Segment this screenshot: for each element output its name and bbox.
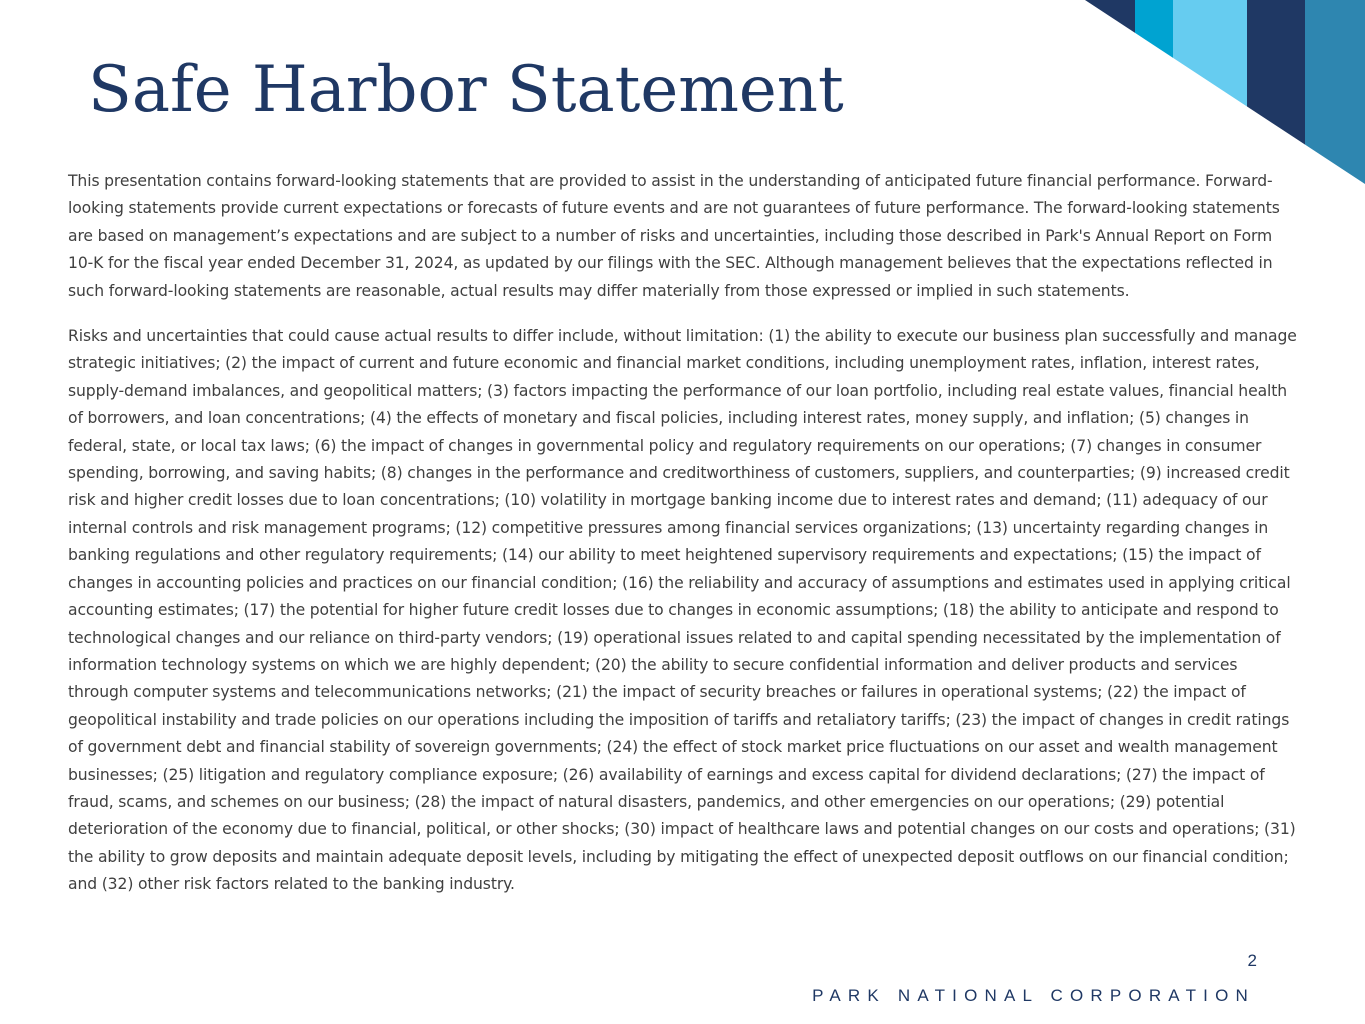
intro-paragraph: This presentation contains forward-looking statements that are provided to assist in the understanding of anticipated future financial performance. Forward-looking statements provide current expectations or forecasts of future events and are not guarantees of future performance. The forward-looking statements are based on management’s expectations and are subject to a number of risks and uncertainties, including those described in Park's Annual Report on Form 10-K for the fiscal year ended December 31, 2024, as updated by our filings with the SEC. Although management believes that the expectations reflected in such forward-looking statements are reasonable, actual results may differ materially from those expressed or implied in such statements. <box>68 172 1280 300</box>
slide-title: Safe Harbor Statement <box>88 53 844 127</box>
slide-body <box>68 168 1300 917</box>
risks-paragraph: Risks and uncertainties that could cause actual results to differ include, without limitation: (1) the ability to execute our business plan successfully and manage strategic initiatives; (2) the impact of current and future economic and financial market conditions, including unemployment rates, inflation, interest rates, supply-demand imbalances, and geopolitical matters; (3) factors impacting the performance of our loan portfolio, including real estate values, financial health of borrowers, and loan concentrations; (4) the effects of monetary and fiscal policies, including interest rates, money supply, and inflation; (5) changes in federal, state, or local tax laws; (6) the impact of changes in governmental policy and regulatory requirements on our operations; (7) changes in consumer spending, borrowing, and saving habits; (8) changes in the performance and creditworthiness of customers, suppliers, and counterparties; (9) increased credit risk and higher credit losses due to loan concentrations; (10) volatility in mortgage banking income due to interest rates and demand; (11) adequacy of our internal controls and risk management programs; (12) competitive pressures among financial services organizations; (13) uncertainty regarding changes in banking regulations and other regulatory requirements; (14) our ability to meet heightened supervisory requirements and expectations; (15) the impact of changes in accounting policies and practices on our financial condition; (16) the reliability and accuracy of assumptions and estimates used in applying critical accounting estimates; (17) the potential for higher future credit losses due to changes in economic assumptions; (18) the ability to anticipate and respond to technological changes and our reliance on third-party vendors; (19) operational issues related to and capital spending necessitated by the implementation of information technology systems on which we are highly dependent; (20) the ability to secure confidential information and deliver products and services through computer systems and telecommunications networks; (21) the impact of security breaches or failures in operational systems; (22) the impact of geopolitical instability and trade policies on our operations including the imposition of tariffs and retaliatory tariffs; (23) the impact of changes in credit ratings of government debt and financial stability of sovereign governments; (24) the effect of stock market price fluctuations on our asset and wealth management businesses; (25) litigation and regulatory compliance exposure; (26) availability of earnings and excess capital for dividend declarations; (27) the impact of fraud, scams, and schemes on our business; (28) the impact of natural disasters, pandemics, and other emergencies on our operations; (29) potential deterioration of the economy due to financial, political, or other shocks; (30) impact of healthcare laws and potential changes on our costs and operations; (31) the ability to grow deposits and maintain adequate deposit levels, including by mitigating the effect of unexpected deposit outflows on our financial condition; and (32) other risk factors related to the banking industry. <box>68 327 1297 894</box>
footer-company-name: PARK NATIONAL CORPORATION <box>812 986 1255 1005</box>
page-number: 2 <box>1247 951 1257 970</box>
